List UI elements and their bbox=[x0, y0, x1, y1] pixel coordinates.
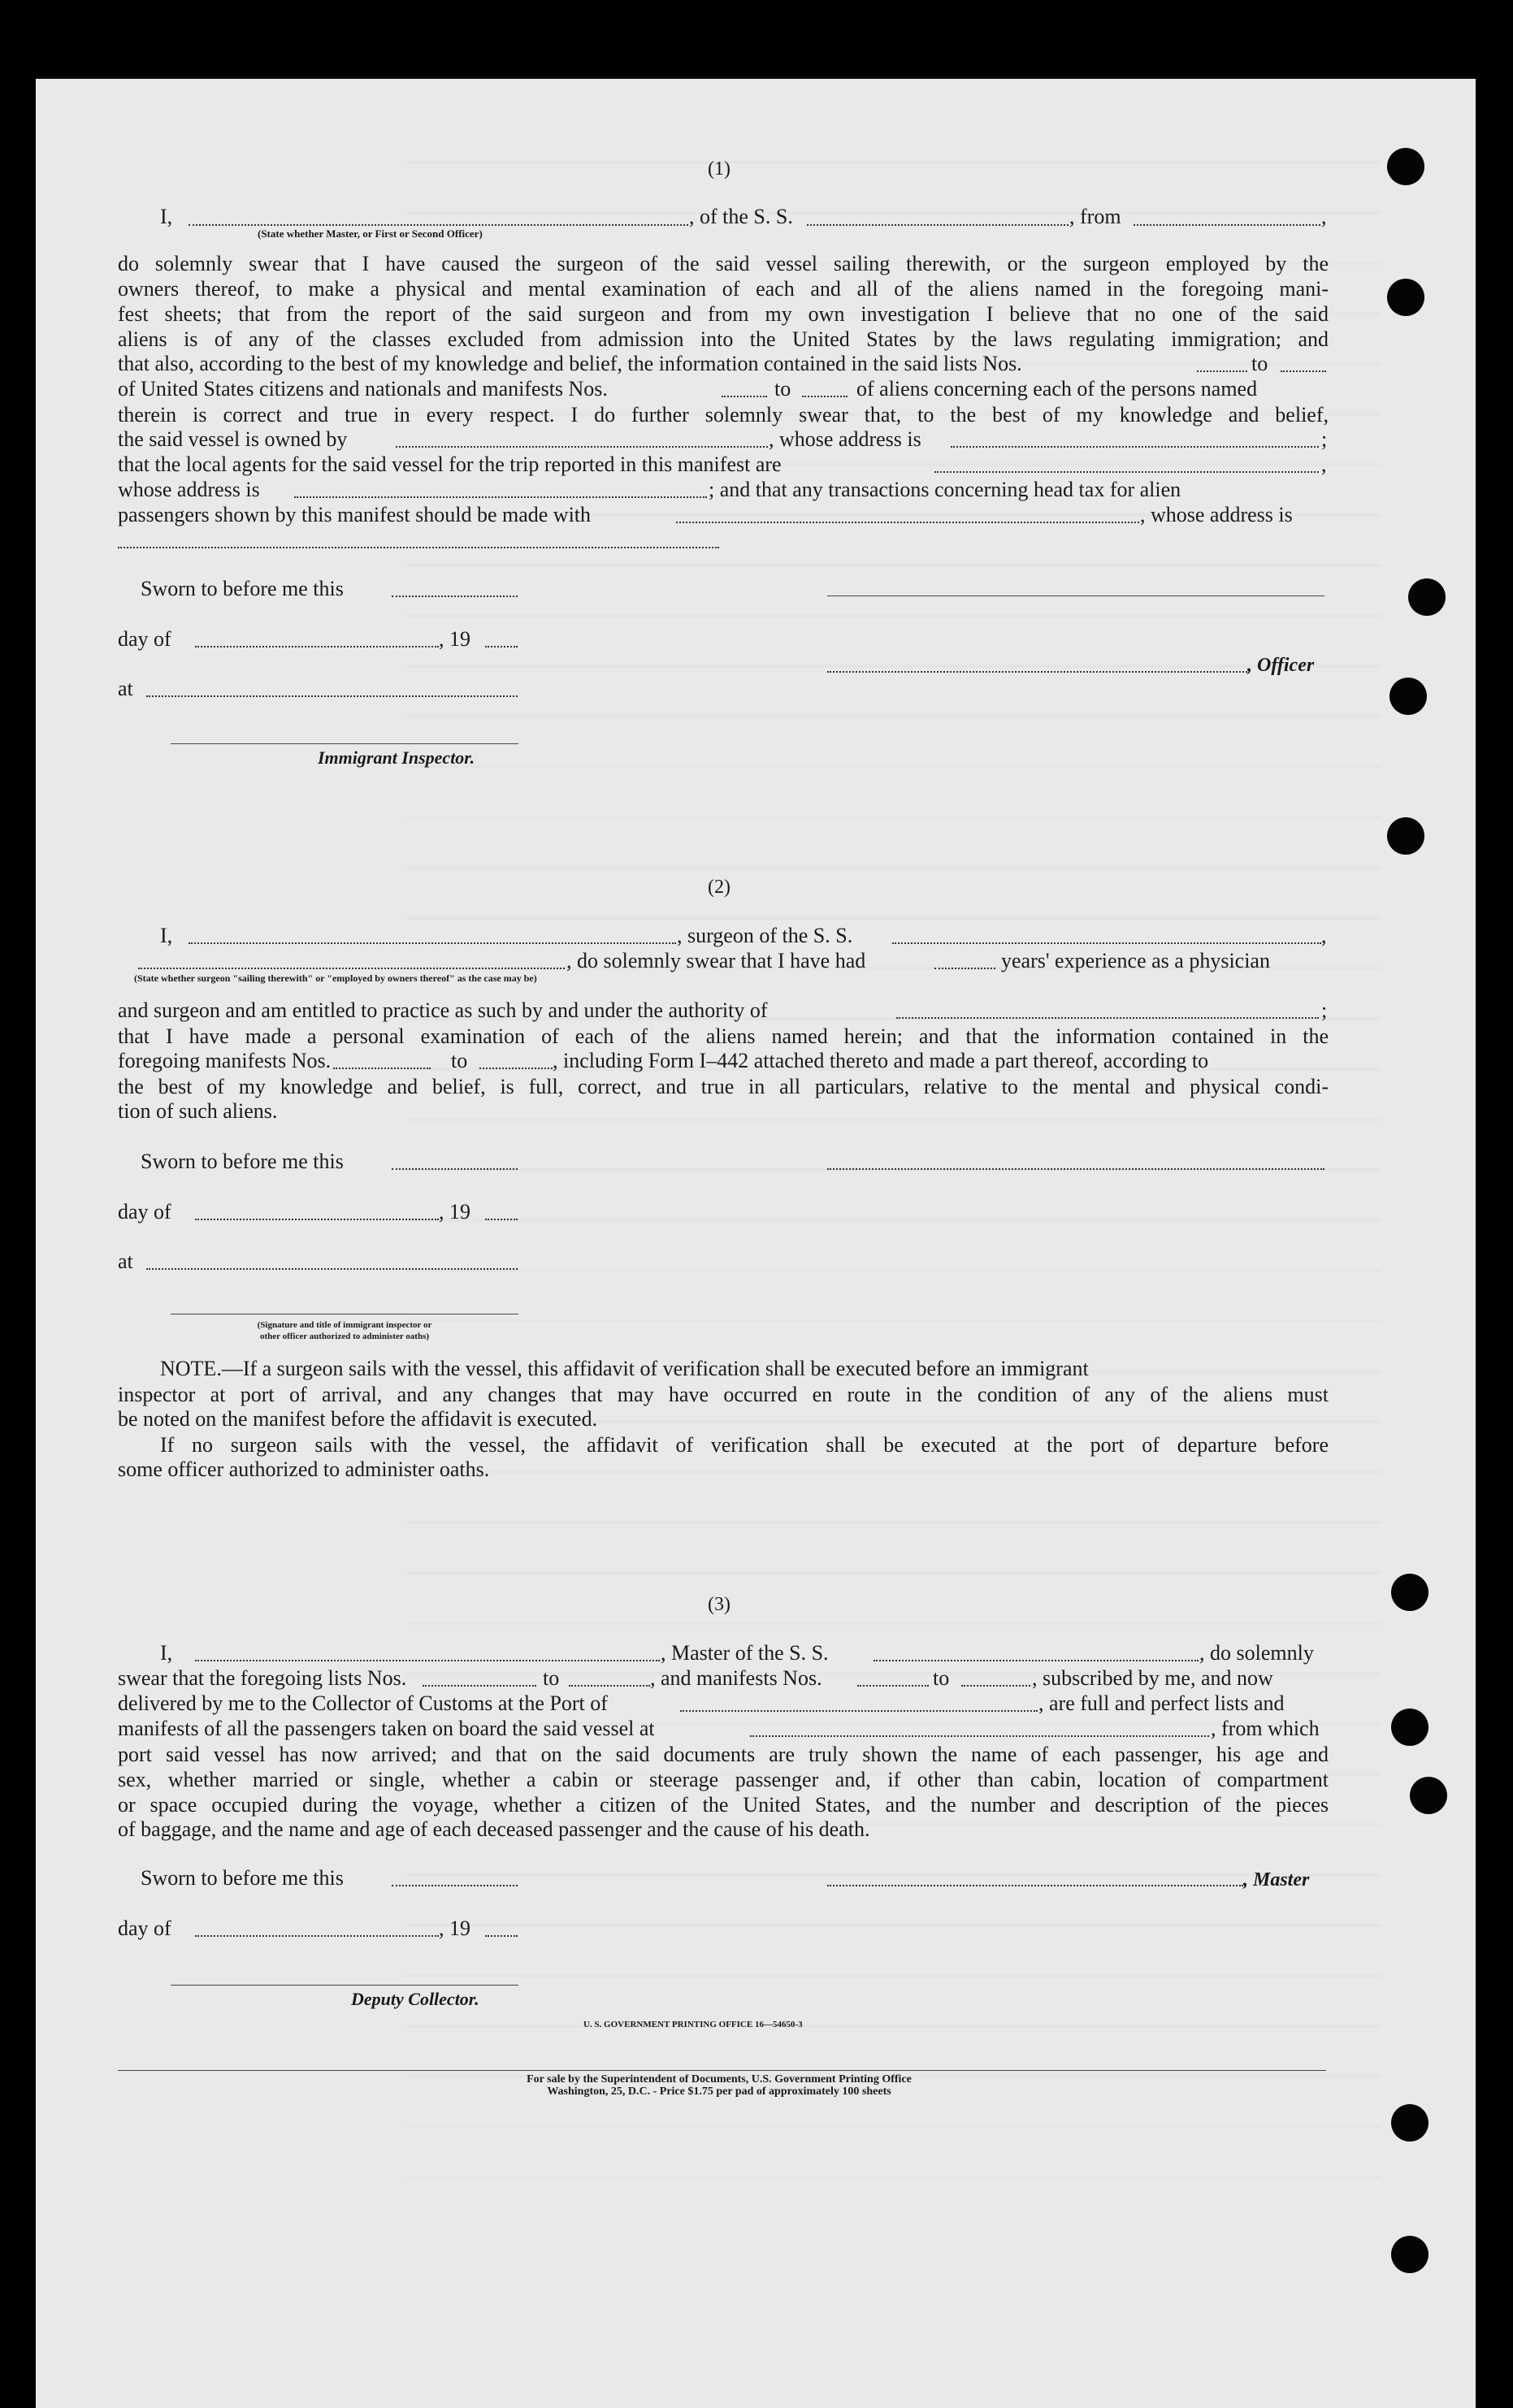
s3-paragraph-line: sex, whether married or single, whether a cabin or steerage passenger and, if other than cabin, location of compartment bbox=[118, 1768, 1329, 1791]
s1-line8-text: the said vessel is owned by bbox=[118, 427, 348, 451]
collector-port-field[interactable] bbox=[680, 1710, 1038, 1712]
s1-line8-end: ; bbox=[1321, 427, 1328, 451]
note-line-4: If no surgeon sails with the vessel, the affidavit of verification shall be executed at the port of departure before bbox=[160, 1433, 1329, 1457]
s1-sworn-date-field[interactable] bbox=[392, 596, 518, 597]
s1-paragraph-line: do solemnly swear that I have caused the surgeon of the said vessel sailing therewith, or the surgeon employed by the bbox=[118, 252, 1329, 275]
s3-sworn-label: Sworn to before me this bbox=[141, 1866, 344, 1890]
s1-paragraph-line: therein is correct and true in every respect. I do further solemnly swear that, to the best of my knowledge and belief, bbox=[118, 403, 1329, 427]
s2-sig-note-1: (Signature and title of immigrant inspector or bbox=[257, 1320, 432, 1330]
s2-line0-comma: , bbox=[1321, 924, 1327, 947]
note-line-5: some officer authorized to administer oaths. bbox=[118, 1457, 490, 1481]
s2-paragraph-line: the best of my knowledge and belief, is full, correct, and true in all particulars, relative to the mental and physical condi- bbox=[118, 1075, 1329, 1098]
s2-at-label: at bbox=[118, 1249, 133, 1273]
s3-line0-ss: , Master of the S. S. bbox=[661, 1641, 829, 1665]
s2-p1-text: and surgeon and am entitled to practice as such by and under the authority of bbox=[118, 998, 768, 1022]
s1-line10-end: ; and that any transactions concerning head tax for alien bbox=[709, 478, 1181, 501]
s3-master-signature-field[interactable] bbox=[827, 1885, 1243, 1886]
s1-inspector-signature-line[interactable] bbox=[171, 743, 518, 744]
binder-hole-icon bbox=[1387, 817, 1424, 855]
officer-title-field[interactable] bbox=[189, 224, 688, 226]
s1-line8-addr: , whose address is bbox=[769, 427, 921, 451]
practice-authority-field[interactable] bbox=[896, 1017, 1319, 1019]
binder-hole-icon bbox=[1410, 1777, 1447, 1814]
s1-line6-end: of aliens concerning each of the persons named bbox=[856, 377, 1258, 401]
note-line-1 bbox=[160, 1357, 1329, 1381]
s2-at-field[interactable] bbox=[146, 1268, 518, 1270]
s3-p1-to2: to bbox=[933, 1666, 950, 1690]
s2-surgeon-signature-field[interactable] bbox=[827, 1168, 1324, 1170]
local-agents-field[interactable] bbox=[934, 471, 1319, 473]
sale-notice-2: Washington, 25, D.C. - Price $1.75 per pad of approximately 100 sheets bbox=[547, 2085, 891, 2098]
lists-from-field[interactable] bbox=[1197, 370, 1247, 372]
s1-line5-to: to bbox=[1251, 352, 1268, 375]
section-1-number: (1) bbox=[708, 158, 730, 180]
section-2-number: (2) bbox=[708, 877, 730, 898]
note-line-2: inspector at port of arrival, and any changes that may have occurred en route in the condition of any of the aliens must bbox=[118, 1383, 1329, 1406]
s1-line0-i: I, bbox=[160, 205, 173, 228]
owner-address-field[interactable] bbox=[951, 446, 1319, 448]
s3-day-field[interactable] bbox=[195, 1935, 439, 1937]
s1-at-field[interactable] bbox=[146, 695, 518, 697]
s3-p1-manifests: , and manifests Nos. bbox=[650, 1666, 822, 1690]
s3-paragraph-last: of baggage, and the name and age of each deceased passenger and the cause of his death. bbox=[118, 1817, 870, 1841]
s2-day-label: day of bbox=[118, 1200, 171, 1223]
vessel-name-field[interactable] bbox=[807, 224, 1069, 226]
s2-paragraph-last: tion of such aliens. bbox=[118, 1099, 278, 1123]
s3-line0-end: , do solemnly bbox=[1199, 1641, 1314, 1665]
note-text-1: —If a surgeon sails with the vessel, this affidavit of verification shall be executed before an immigrant bbox=[221, 1357, 1089, 1380]
s3-p3-end: , from which bbox=[1211, 1717, 1320, 1740]
s1-line11-text: passengers shown by this manifest should be made with bbox=[118, 503, 592, 526]
years-experience-field[interactable] bbox=[934, 968, 995, 969]
s3-collector-label: Deputy Collector. bbox=[351, 1989, 479, 2009]
s3-paragraph-line: port said vessel has now arrived; and that on the said documents are truly shown the name of each passenger, his age and bbox=[118, 1743, 1329, 1766]
note-label: NOTE. bbox=[160, 1357, 222, 1380]
s2-sworn-label: Sworn to before me this bbox=[141, 1150, 344, 1173]
s2-line1-end: years' experience as a physician bbox=[1001, 949, 1270, 972]
s3-p1-to: to bbox=[543, 1666, 560, 1690]
binder-hole-icon bbox=[1389, 678, 1427, 715]
footer-rule bbox=[118, 2070, 1326, 2071]
s2-p3-to: to bbox=[451, 1049, 468, 1072]
boarding-port-field[interactable] bbox=[750, 1735, 1209, 1737]
s3-p1-text: swear that the foregoing lists Nos. bbox=[118, 1666, 407, 1690]
s1-line5-text: that also, according to the best of my knowledge and belief, the information contained in the said lists Nos. bbox=[118, 352, 1022, 375]
head-tax-party-field[interactable] bbox=[676, 522, 1139, 523]
s3-line0-i: I, bbox=[160, 1641, 173, 1665]
s3-p1-end: , subscribed by me, and now bbox=[1032, 1666, 1273, 1690]
s1-line0-ss: , of the S. S. bbox=[689, 205, 793, 228]
note-line-3: be noted on the manifest before the affidavit is executed. bbox=[118, 1407, 598, 1431]
binder-hole-icon bbox=[1387, 279, 1424, 316]
s2-day-field[interactable] bbox=[195, 1219, 439, 1220]
s3-p2-end: , are full and perfect lists and bbox=[1038, 1691, 1285, 1715]
s1-officer-name-field[interactable] bbox=[827, 671, 1247, 673]
s3-year-field[interactable] bbox=[485, 1935, 518, 1937]
s2-p1-end: ; bbox=[1321, 998, 1328, 1022]
vessel-owner-field[interactable] bbox=[396, 446, 768, 448]
officer-note: (State whether Master, or First or Second Officer) bbox=[258, 227, 483, 240]
s2-line1-text: , do solemnly swear that I have had bbox=[566, 949, 866, 972]
s1-at-label: at bbox=[118, 677, 133, 700]
s2-p3-text: foregoing manifests Nos. bbox=[118, 1049, 332, 1072]
s3-year-label: , 19 bbox=[439, 1916, 470, 1940]
s3-vessel-name-field[interactable] bbox=[874, 1660, 1199, 1661]
s1-paragraph-line: fest sheets; that from the report of the said surgeon and from my own investigation I believe that no one of the said bbox=[118, 302, 1329, 326]
s1-inspector-label: Immigrant Inspector. bbox=[318, 747, 475, 768]
s2-year-label: , 19 bbox=[439, 1200, 470, 1223]
s1-line9-text: that the local agents for the said vessel for the trip reported in this manifest are bbox=[118, 453, 782, 476]
s1-line0-from: , from bbox=[1069, 205, 1121, 228]
s2-manifests-from-field[interactable] bbox=[333, 1068, 431, 1069]
s1-day-label: day of bbox=[118, 627, 171, 651]
agents-address-field[interactable] bbox=[294, 496, 707, 498]
section-3-number: (3) bbox=[708, 1594, 730, 1615]
manifests-to-field[interactable] bbox=[802, 396, 848, 397]
s1-sworn-label: Sworn to before me this bbox=[141, 577, 344, 600]
s3-manifests-to-field[interactable] bbox=[961, 1685, 1030, 1687]
s2-p3-end: , including Form I–442 attached thereto and made a part thereof, according to bbox=[553, 1049, 1209, 1072]
s2-paragraph-line: that I have made a personal examination of each of the aliens named herein; and that the information contained in the bbox=[118, 1024, 1329, 1048]
s1-officer-label: , Officer bbox=[1247, 655, 1315, 676]
s3-collector-signature-line[interactable] bbox=[171, 1985, 518, 1986]
s3-lists-to-field[interactable] bbox=[569, 1685, 650, 1687]
head-tax-address-field[interactable] bbox=[118, 547, 719, 548]
s3-p3-text: manifests of all the passengers taken on board the said vessel at bbox=[118, 1717, 655, 1740]
manifests-from-field[interactable] bbox=[722, 396, 767, 397]
s3-paragraph-line: or space occupied during the voyage, whether a citizen of the United States, and the number and description of the pieces bbox=[118, 1793, 1329, 1817]
master-name-field[interactable] bbox=[195, 1660, 660, 1661]
lists-to-field[interactable] bbox=[1281, 370, 1326, 372]
s1-day-field[interactable] bbox=[195, 646, 439, 647]
s2-year-field[interactable] bbox=[485, 1219, 518, 1220]
s1-line9-end: , bbox=[1321, 453, 1327, 476]
binder-hole-icon bbox=[1391, 2236, 1428, 2273]
surgeon-status-field[interactable] bbox=[138, 968, 565, 969]
sale-notice-1: For sale by the Superintendent of Documents, U.S. Government Printing Office bbox=[527, 2073, 912, 2085]
s3-lists-from-field[interactable] bbox=[423, 1685, 536, 1687]
s2-sig-note-2: other officer authorized to administer oaths) bbox=[259, 1332, 430, 1341]
s3-p2-text: delivered by me to the Collector of Customs at the Port of bbox=[118, 1691, 608, 1715]
binder-hole-icon bbox=[1391, 1709, 1428, 1746]
s2-line0-ss: , surgeon of the S. S. bbox=[677, 924, 853, 947]
s1-line10-text: whose address is bbox=[118, 478, 260, 501]
s3-master-label: , Master bbox=[1243, 1869, 1310, 1890]
s1-line0-comma: , bbox=[1321, 205, 1327, 228]
s1-paragraph-line: aliens is of any of the classes excluded from admission into the United States by the laws regulating immigration; and bbox=[118, 327, 1329, 351]
surgeon-name-field[interactable] bbox=[189, 942, 676, 944]
s3-manifests-from-field[interactable] bbox=[857, 1685, 929, 1687]
s1-line11-end: , whose address is bbox=[1140, 503, 1293, 526]
surgeon-note: (State whether surgeon "sailing therewith" or "employed by owners thereof" as the case may be) bbox=[134, 972, 537, 984]
binder-hole-icon bbox=[1391, 2104, 1428, 2142]
binder-hole-icon bbox=[1408, 578, 1446, 616]
s1-year-label: , 19 bbox=[439, 627, 470, 651]
s3-sworn-date-field[interactable] bbox=[392, 1885, 518, 1886]
s2-sworn-date-field[interactable] bbox=[392, 1168, 518, 1170]
departure-port-field[interactable] bbox=[1134, 224, 1320, 226]
s2-manifests-to-field[interactable] bbox=[479, 1068, 553, 1069]
s3-day-label: day of bbox=[118, 1916, 171, 1940]
s2-line0-i: I, bbox=[160, 924, 173, 947]
s1-line6-text: of United States citizens and nationals and manifests Nos. bbox=[118, 377, 608, 401]
s1-paragraph-line: owners thereof, to make a physical and mental examination of each and all of the aliens named in the foregoing mani- bbox=[118, 277, 1329, 301]
s2-vessel-name-field[interactable] bbox=[892, 942, 1321, 944]
gpo-imprint: U. S. GOVERNMENT PRINTING OFFICE 16—54650-3 bbox=[583, 2020, 803, 2029]
s1-year-field[interactable] bbox=[485, 646, 518, 647]
s1-line6-to: to bbox=[774, 377, 791, 401]
